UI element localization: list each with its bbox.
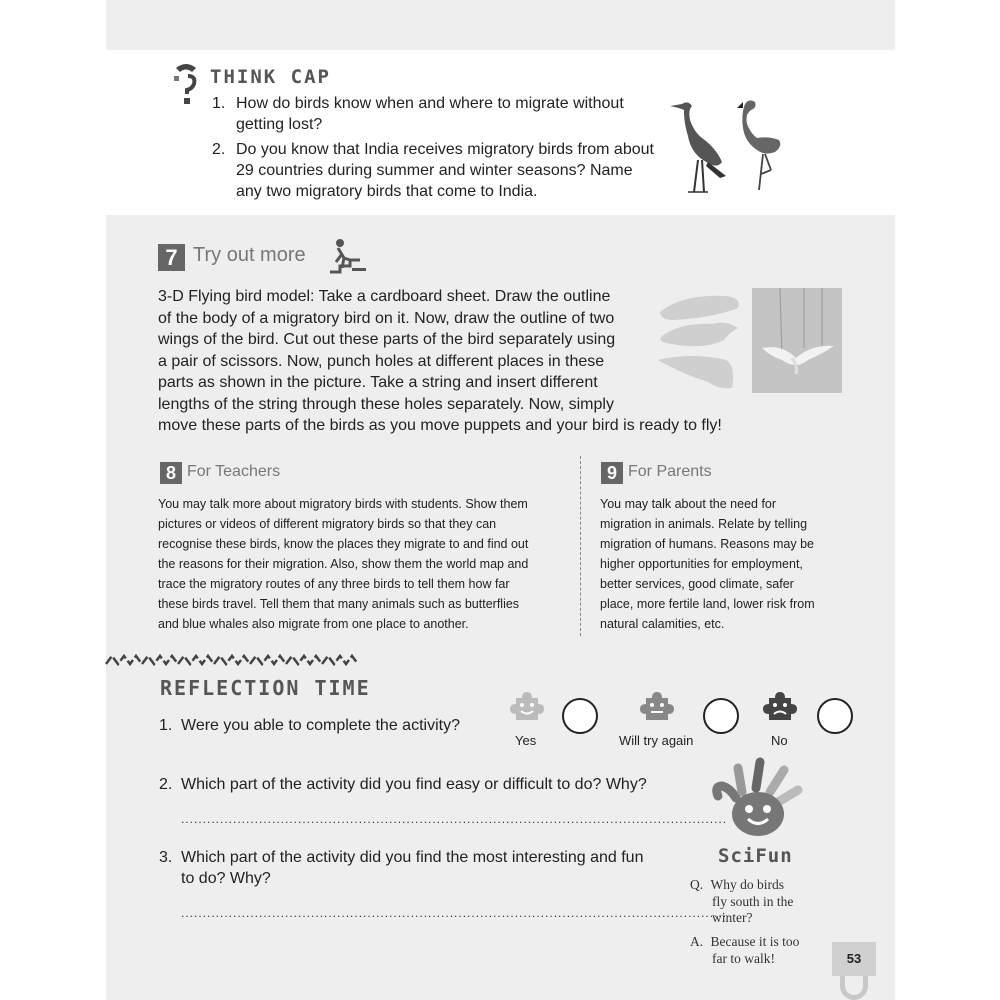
- reflection-time-title: REFLECTION TIME: [160, 676, 371, 700]
- column-divider: [580, 456, 581, 636]
- top-band: [106, 0, 895, 52]
- question-number: 2.: [212, 141, 226, 158]
- parents-text: [600, 494, 815, 634]
- question-line: any two migratory birds that come to India.: [236, 183, 538, 200]
- flying-bird-model-illustration: [752, 288, 842, 393]
- scifun-answer: [690, 934, 799, 967]
- zigzag-divider: [106, 650, 358, 670]
- body-line: lengths of the string through these holes separately. Now, simply: [158, 395, 614, 413]
- sad-puzzle-icon: [763, 690, 797, 724]
- page-number: 53: [832, 942, 876, 976]
- reflection-question-3: [159, 847, 643, 889]
- think-cap-title: THINK CAP: [210, 66, 331, 88]
- body-line: place, more fertile land, lower risk from: [600, 597, 815, 611]
- reflection-question-2: [159, 774, 647, 795]
- body-line: 3-D Flying bird model: Take a cardboard sheet. Draw the outline: [158, 288, 611, 305]
- section-number-badge: 8: [160, 462, 182, 484]
- body-line: pictures or videos of different migratory birds so that they can: [158, 517, 497, 531]
- scifun-line: Because it is too: [710, 934, 800, 949]
- body-line: migration of humans. Reasons may be: [600, 537, 814, 551]
- body-line: wings of the bird. Cut out these parts of the bird separately using: [158, 331, 616, 348]
- will-try-again-option-label: Will try again: [619, 733, 694, 748]
- climbing-stairs-icon: [328, 238, 368, 274]
- bird-parts-cutout-image: [652, 290, 744, 396]
- question-text: Were you able to complete the activity?: [181, 717, 460, 734]
- yes-option-circle[interactable]: [562, 698, 598, 734]
- body-line: better services, good climate, safer: [600, 577, 794, 591]
- body-line: natural calamities, etc.: [600, 617, 725, 631]
- body-line: and blue whales also migrate from one place to another.: [158, 617, 469, 631]
- question-number: 1.: [212, 95, 226, 112]
- question-text: to do? Why?: [181, 870, 271, 887]
- section-title: For Teachers: [187, 463, 281, 480]
- no-option-circle[interactable]: [817, 698, 853, 734]
- will-try-again-option-circle[interactable]: [703, 698, 739, 734]
- think-question-1: [214, 93, 654, 135]
- question-line: How do birds know when and where to migrate without: [236, 95, 624, 112]
- happy-puzzle-icon: [510, 690, 544, 724]
- no-option-label: No: [771, 733, 788, 748]
- section-title: For Parents: [628, 463, 712, 480]
- neutral-puzzle-icon: [640, 690, 674, 724]
- answer-line-3[interactable]: ..............................................................................................................................: [181, 906, 728, 920]
- section-7-body: [158, 286, 722, 437]
- teachers-text: [158, 494, 528, 634]
- body-line: of the body of a migratory bird on it. Now, draw the outline of two: [158, 309, 615, 327]
- answer-line-2[interactable]: ..............................................................................................................................: [181, 812, 728, 826]
- scifun-line: fly south in the: [712, 893, 794, 909]
- scifun-a-label: A.: [690, 934, 704, 949]
- question-line: 29 countries during summer and winter seasons? Name: [236, 162, 633, 179]
- question-number: 1.: [159, 717, 173, 734]
- scifun-title: SciFun: [718, 845, 793, 867]
- question-number: 2.: [159, 776, 173, 793]
- heron-image: [668, 98, 730, 194]
- body-line: higher opportunities for employment,: [600, 557, 803, 571]
- body-line: migration in animals. Relate by telling: [600, 517, 808, 531]
- question-number: 3.: [159, 849, 173, 866]
- think-question-2: [214, 139, 674, 202]
- body-line: the reasons for their migration. Also, show them the world map and: [158, 557, 529, 571]
- section-number-badge: 9: [601, 462, 623, 484]
- yes-option-label: Yes: [515, 733, 537, 748]
- scifun-line: Why do birds: [710, 877, 784, 892]
- body-line: recognise these birds, know the places they migrate to and find out: [158, 537, 529, 551]
- body-line: trace the migratory routes of any three birds to tell them how far: [158, 577, 510, 591]
- question-line: Do you know that India receives migratory birds from about: [236, 141, 654, 158]
- section-number-badge: 7: [158, 244, 185, 271]
- question-text: Which part of the activity did you find the most interesting and fun: [181, 849, 644, 866]
- body-line: You may talk about the need for: [600, 497, 777, 511]
- flying-bird-model-photo: [752, 288, 842, 393]
- body-line: a pair of scissors. Now, punch holes at different places in these: [158, 352, 605, 370]
- body-line: parts as shown in the picture. Take a string and insert different: [158, 374, 598, 391]
- scifun-line: winter?: [712, 910, 753, 925]
- scifun-question: [690, 877, 793, 927]
- think-cap-icon: [172, 62, 202, 106]
- body-line: these birds travel. Tell them that many animals such as butterflies: [158, 597, 520, 611]
- reflection-question-1: [159, 715, 460, 736]
- body-line: move these parts of the birds as you move puppets and your bird is ready to fly!: [158, 417, 722, 434]
- section-title: Try out more: [193, 244, 306, 266]
- question-text: Which part of the activity did you find easy or difficult to do? Why?: [181, 776, 647, 793]
- flamingo-image: [735, 98, 787, 192]
- scifun-q-label: Q.: [690, 877, 704, 892]
- scifun-line: far to walk!: [712, 950, 775, 966]
- smiling-hand-icon: [712, 756, 812, 840]
- body-line: You may talk more about migratory birds with students. Show them: [158, 497, 528, 511]
- question-line: getting lost?: [236, 116, 323, 133]
